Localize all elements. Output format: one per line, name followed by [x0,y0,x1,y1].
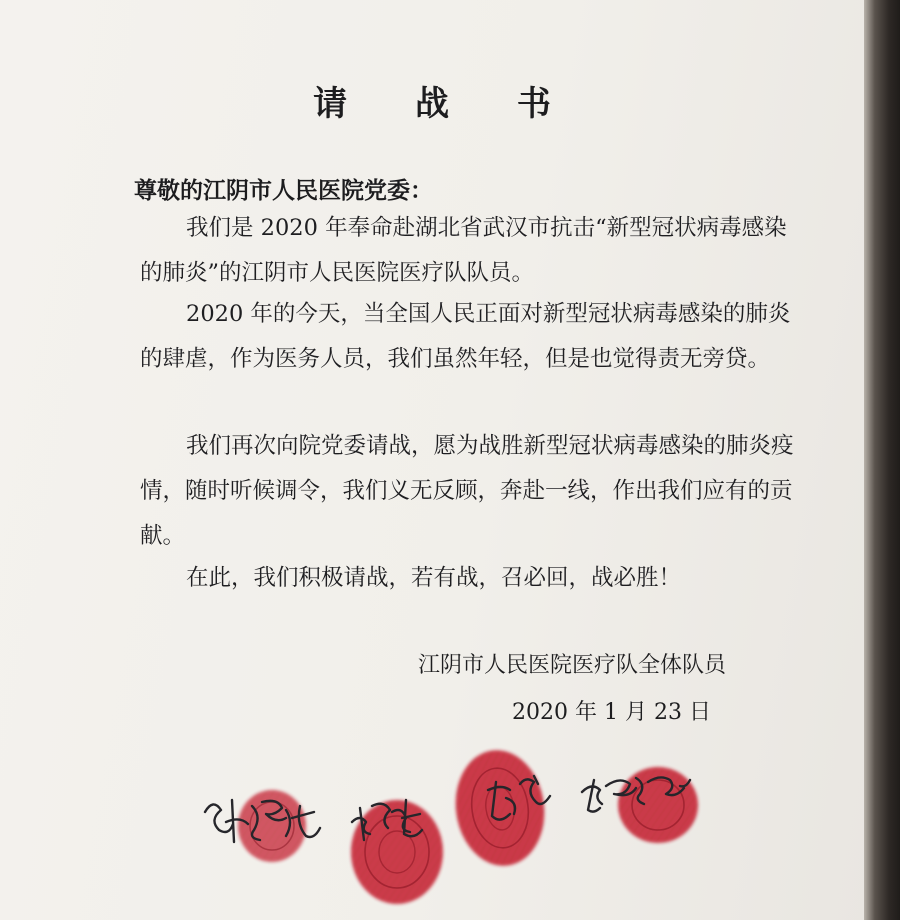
fingerprint-2 [351,800,443,904]
paper-shadow-edge [864,0,900,920]
letter-date: 2020 年 1 月 23 日 [512,700,711,725]
letter-paragraph-2: 2020 年的今天，当全国人民正面对新型冠状病毒感染的肺炎的肆虐，作为医务人员，我们虽然年轻，但是也觉得责无旁贷。 [140,301,791,372]
fingerprint-3 [448,744,551,871]
letter-paragraph-1: 我们是 2020 年奉命赴湖北省武汉市抗击“新型冠状病毒感染的肺炎”的江阴市人民医院医疗队队员。 [140,215,787,286]
letter-signoff: 江阴市人民医院医疗队全体队员 [418,653,727,678]
letter-salutation: 尊敬的江阴市人民医院党委： [134,177,433,204]
letter-paragraph-3: 我们再次向院党委请战，愿为战胜新型冠状病毒感染的肺炎疫情，随时听候调令，我们义无反顾，奔赴一线，作出我们应有的贡献。 [140,433,794,549]
letter-paragraph-4: 在此，我们积极请战，若有战，召必回，战必胜！ [186,565,682,591]
letter-title: 请 战 书 [313,84,579,124]
